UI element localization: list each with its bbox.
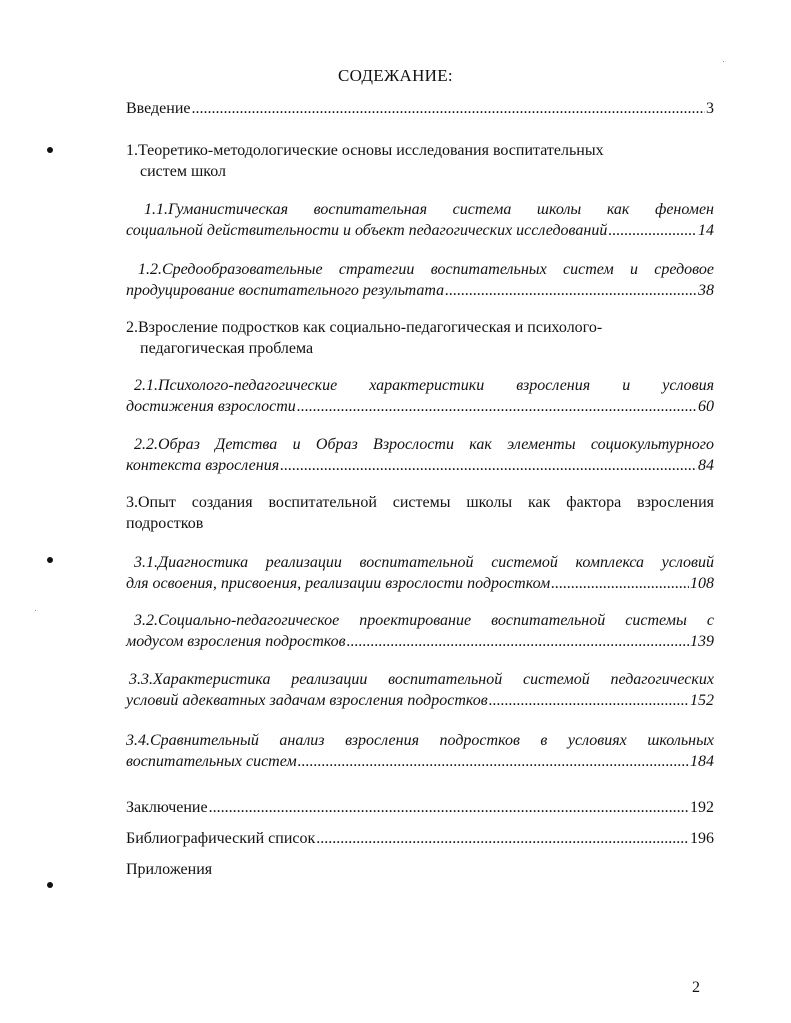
dot-leader bbox=[192, 98, 706, 119]
section-title-line: воспитательных систем bbox=[126, 753, 297, 770]
binder-hole-mark bbox=[47, 147, 53, 153]
section-title-line: контекста взросления bbox=[126, 457, 280, 474]
toc-page-number: 14 bbox=[698, 222, 714, 239]
toc-page-number: 139 bbox=[690, 633, 714, 650]
chapter-title-line: 1.Теоретико-методологические основы исследования воспитательных bbox=[126, 142, 604, 159]
section-title-line: для освоения, присвоения, реализации взрослости подростком bbox=[126, 575, 551, 592]
toc-chapter-3 bbox=[126, 492, 714, 534]
scan-speck bbox=[35, 610, 36, 611]
section-title-line: 2.2.Образ Детства и Образ Взрослости как элементы социокультурного bbox=[134, 436, 714, 453]
toc-page-number: 108 bbox=[690, 575, 714, 592]
chapter-title-line: педагогическая проблема bbox=[140, 340, 314, 357]
toc-entry-intro bbox=[126, 98, 714, 119]
toc-page-number: 60 bbox=[698, 398, 714, 415]
toc-page-number: 84 bbox=[698, 457, 714, 474]
dot-leader bbox=[280, 455, 697, 476]
toc-section-3-2 bbox=[126, 610, 714, 652]
toc-section-1-2 bbox=[126, 259, 714, 301]
dot-leader bbox=[297, 396, 697, 417]
toc-title: СОДЕЖАНИЕ: bbox=[338, 66, 453, 85]
binder-hole-mark bbox=[47, 882, 53, 888]
toc-section-2-2 bbox=[126, 434, 714, 476]
toc-page-number: 192 bbox=[690, 799, 714, 816]
section-title-line: 1.2.Средообразовательные стратегии воспитательных систем и средовое bbox=[138, 261, 714, 278]
chapter-title-line: подростков bbox=[126, 515, 204, 532]
toc-section-3-4 bbox=[126, 730, 714, 772]
dot-leader bbox=[347, 631, 689, 652]
dot-leader bbox=[551, 573, 689, 594]
section-title-line: 1.1.Гуманистическая воспитательная система школы как феномен bbox=[144, 201, 714, 218]
toc-entry-appendix bbox=[126, 859, 714, 880]
section-title-line: условий адекватных задачам взросления подростков bbox=[126, 692, 488, 709]
binder-hole-mark bbox=[47, 557, 53, 563]
toc-entry-label: Заключение bbox=[126, 799, 208, 816]
section-title-line: 3.1.Диагностика реализации воспитательной системой комплекса условий bbox=[134, 554, 714, 571]
toc-chapter-1 bbox=[126, 140, 714, 182]
toc-section-1-1 bbox=[126, 199, 714, 241]
toc-page-number: 152 bbox=[690, 692, 714, 709]
scan-speck bbox=[723, 61, 724, 62]
section-title-line: достижения взрослости bbox=[126, 398, 296, 415]
toc-chapter-2 bbox=[126, 317, 714, 359]
dot-leader bbox=[298, 751, 689, 772]
chapter-title-line: систем школ bbox=[140, 163, 227, 180]
dot-leader bbox=[489, 690, 689, 711]
chapter-title-line: 3.Опыт создания воспитательной системы школы как фактора взросления bbox=[126, 494, 714, 511]
section-title-line: 3.3.Характеристика реализации воспитательной системой педагогических bbox=[129, 671, 714, 688]
section-title-line: 3.2.Социально-педагогическое проектирование воспитательной системы с bbox=[134, 612, 714, 629]
dot-leader bbox=[316, 828, 689, 849]
toc-page-number: 184 bbox=[690, 753, 714, 770]
section-title-line: 3.4.Сравнительный анализ взросления подростков в условиях школьных bbox=[126, 732, 714, 749]
section-title-line: модусом взросления подростков bbox=[126, 633, 346, 650]
section-title-line: продуцирование воспитательного результата bbox=[126, 282, 445, 299]
dot-leader bbox=[608, 220, 697, 241]
toc-page-number: 38 bbox=[698, 282, 714, 299]
section-title-line: социальной действительности и объект педагогических исследований bbox=[126, 222, 608, 239]
toc-entry-conclusion bbox=[126, 797, 714, 818]
toc-entry-label: Библиографический список bbox=[126, 830, 316, 847]
toc-section-3-1 bbox=[126, 552, 714, 594]
toc-page-number: 196 bbox=[690, 830, 714, 847]
toc-entry-label: Введение bbox=[126, 100, 191, 117]
page-number: 2 bbox=[692, 979, 700, 996]
toc-entry-bibliography bbox=[126, 828, 714, 849]
dot-leader bbox=[445, 280, 697, 301]
toc-section-3-3 bbox=[126, 669, 714, 711]
section-title-line: 2.1.Психолого-педагогические характеристики взросления и условия bbox=[134, 377, 714, 394]
chapter-title-line: 2.Взросление подростков как социально-педагогическая и психолого- bbox=[126, 319, 603, 336]
toc-page-number: 3 bbox=[706, 100, 714, 117]
dot-leader bbox=[209, 797, 689, 818]
toc-entry-label: Приложения bbox=[126, 861, 213, 878]
toc-section-2-1 bbox=[126, 375, 714, 417]
